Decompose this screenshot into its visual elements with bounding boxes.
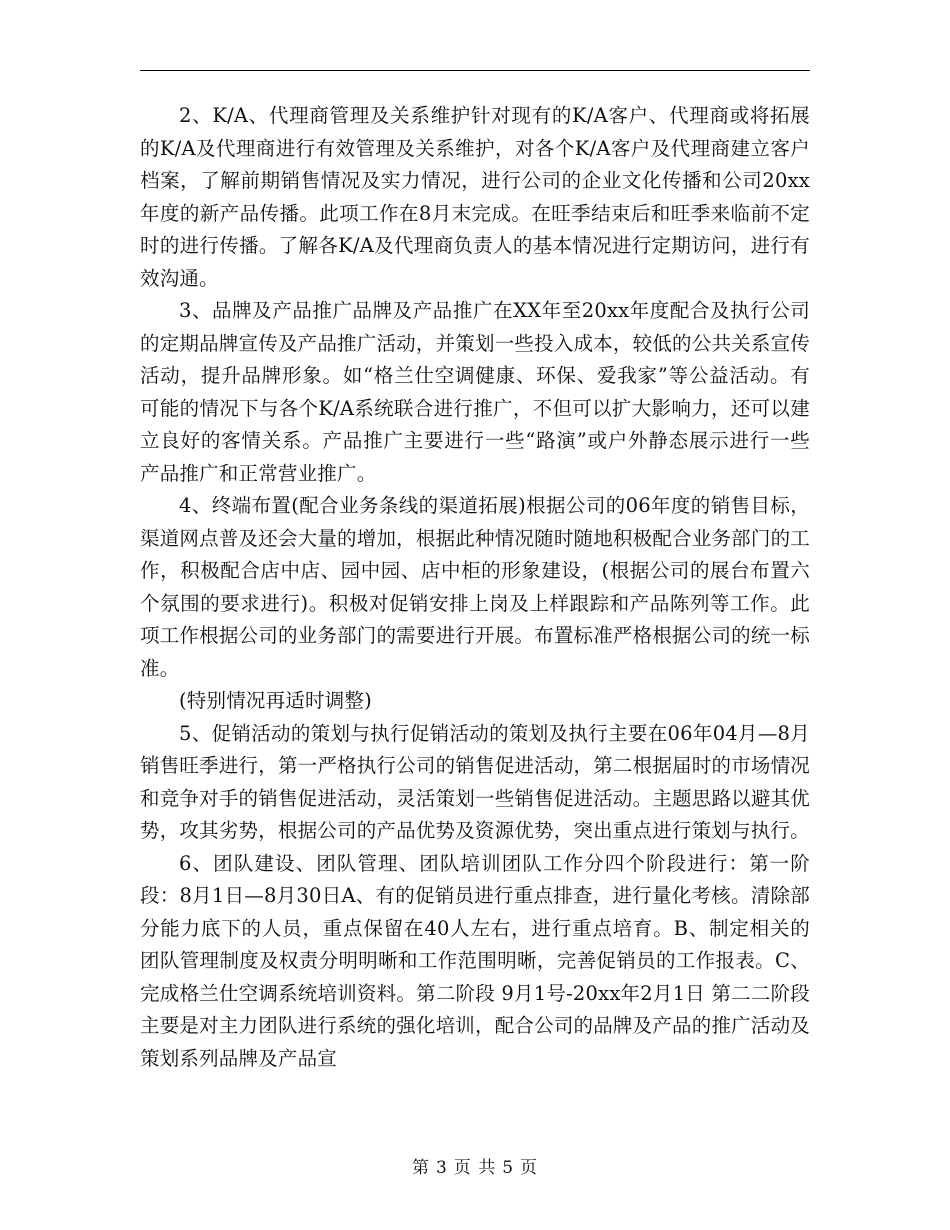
- paragraph-special-adjustment: (特别情况再适时调整): [179, 689, 372, 712]
- paragraph-ka-agent-management: 2、K/A、代理商管理及关系维护针对现有的K/A客户、代理商或将拓展的K/A及代理商进行有效管理及关系维护，对各个K/A客户及代理商建立客户档案，了解前期销售情况及实力情况，进行公司的企业文化传播和公司20xx年度的新产品传播。此项工作在8月末完成。在旺季结束后和旺季来临前不定时的进行传播。了解各K/A及代理商负责人的基本情况进行定期访问，进行有效沟通。: [140, 104, 810, 290]
- page-label-middle: 页 共: [453, 1158, 497, 1178]
- paragraph-promotion-planning: 5、促销活动的策划与执行促销活动的策划及执行主要在06年04月—8月销售旺季进行，第一严格执行公司的销售促进活动，第二根据届时的市场情况和竞争对手的销售促进活动，灵活策划一些销售促进活动。主题思路以避其优势，攻其劣势，根据公司的产品优势及资源优势，突出重点进行策划与执行。: [140, 721, 810, 842]
- current-page-number: 3: [435, 1158, 448, 1178]
- page-label-prefix: 第: [411, 1158, 430, 1178]
- page-footer: [0, 1153, 950, 1178]
- page-label-suffix: 页: [520, 1158, 539, 1178]
- paragraph-terminal-layout: 4、终端布置(配合业务条线的渠道拓展)根据公司的06年度的销售目标，渠道网点普及还会大量的增加，根据此种情况随时随地积极配合业务部门的工作，积极配合店中店、园中园、店中柜的形象建设，(根据公司的展台布置六个氛围的要求进行)。积极对促销安排上岗及上样跟踪和产品陈列等工作。此项工作根据公司的业务部门的需要进行开展。布置标准严格根据公司的统一标准。: [140, 494, 810, 680]
- paragraph-team-building: 6、团队建设、团队管理、团队培训团队工作分四个阶段进行：第一阶段：8月1日—8月30日A、有的促销员进行重点排查，进行量化考核。清除部分能力底下的人员，重点保留在40人左右，进行重点培育。B、制定相关的团队管理制度及权责分明明晰和工作范围明晰，完善促销员的工作报表。C、完成格兰仕空调系统培训资料。第二阶段 9月1号-20xx年2月1日 第二二阶段主要是对主力团队进行系统的强化培训，配合公司的品牌及产品的推广活动及策划系列品牌及产品宣: [140, 851, 810, 1070]
- document-body: [140, 100, 810, 1075]
- paragraph-brand-product-promotion: 3、品牌及产品推广品牌及产品推广在XX年至20xx年度配合及执行公司的定期品牌宣传及产品推广活动，并策划一些投入成本，较低的公共关系宣传活动，提升品牌形象。如“格兰仕空调健康、环保、爱我家”等公益活动。有可能的情况下与各个K/A系统联合进行推广，不但可以扩大影响力，还可以建立良好的客情关系。产品推广主要进行一些“路演”或户外静态展示进行一些产品推广和正常营业推广。: [140, 299, 810, 485]
- header-rule: [140, 70, 810, 71]
- total-pages-number: 5: [502, 1158, 515, 1178]
